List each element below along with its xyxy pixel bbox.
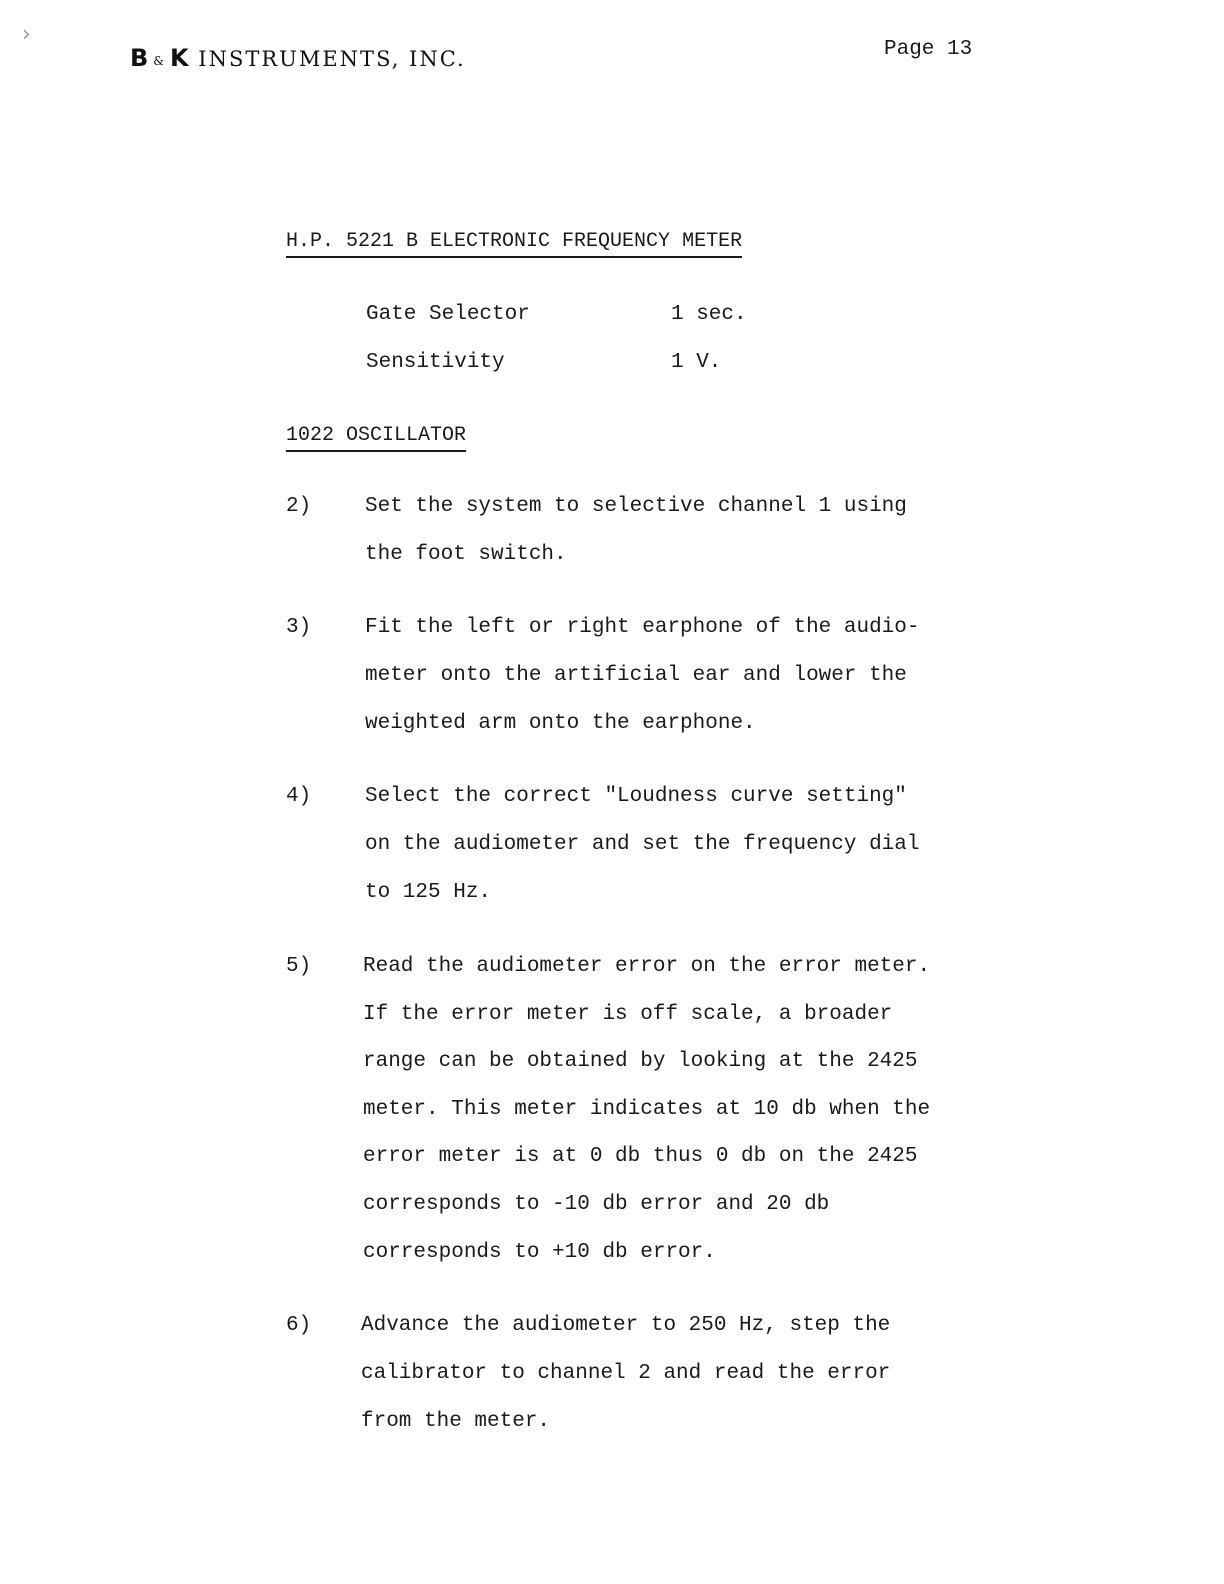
section-title-frequency-meter: H.P. 5221 B ELECTRONIC FREQUENCY METER (286, 230, 742, 258)
step-text-line: weighted arm onto the earphone. (365, 712, 756, 735)
step-text-line: meter. This meter indicates at 10 db when the (363, 1098, 931, 1121)
step-text-line: to 125 Hz. (365, 881, 492, 904)
company-initial-k: K (169, 44, 190, 72)
step-text-line: meter onto the artificial ear and lower the (365, 664, 907, 687)
step-text-line: If the error meter is off scale, a broader (363, 1003, 893, 1026)
step-text-line: Select the correct "Loudness curve setting" (365, 785, 907, 808)
step-number: 3) (286, 616, 312, 639)
margin-mark: › (22, 22, 31, 47)
step-text-line: on the audiometer and set the frequency dial (365, 833, 920, 856)
company-ampersand: & (153, 53, 166, 68)
step-text-line: from the meter. (361, 1410, 551, 1433)
setting-value-sensitivity: 1 V. (671, 351, 722, 374)
step-text-line: Read the audiometer error on the error meter. (363, 955, 931, 978)
setting-label-sensitivity: Sensitivity (366, 351, 505, 374)
setting-label-gate-selector: Gate Selector (366, 303, 530, 326)
step-text-line: Advance the audiometer to 250 Hz, step the (361, 1314, 891, 1337)
step-text-line: Fit the left or right earphone of the audio- (365, 616, 920, 639)
step-text-line: the foot switch. (365, 543, 567, 566)
step-text-line: corresponds to +10 db error. (363, 1241, 716, 1264)
section-title-oscillator: 1022 OSCILLATOR (286, 424, 466, 452)
step-text-line: calibrator to channel 2 and read the error (361, 1362, 891, 1385)
step-text-line: error meter is at 0 db thus 0 db on the 2425 (363, 1145, 918, 1168)
step-text-line: range can be obtained by looking at the 2425 (363, 1050, 918, 1073)
step-number: 2) (286, 495, 312, 518)
setting-value-gate-selector: 1 sec. (671, 303, 747, 326)
step-text-line: corresponds to -10 db error and 20 db (363, 1193, 830, 1216)
step-number: 6) (286, 1314, 312, 1337)
step-text-line: Set the system to selective channel 1 using (365, 495, 907, 518)
company-letterhead (130, 44, 466, 72)
company-name: INSTRUMENTS, INC. (198, 47, 466, 71)
page-number: Page 13 (884, 38, 973, 61)
step-number: 5) (286, 955, 312, 978)
step-number: 4) (286, 785, 312, 808)
company-initial-b: B (130, 44, 150, 72)
